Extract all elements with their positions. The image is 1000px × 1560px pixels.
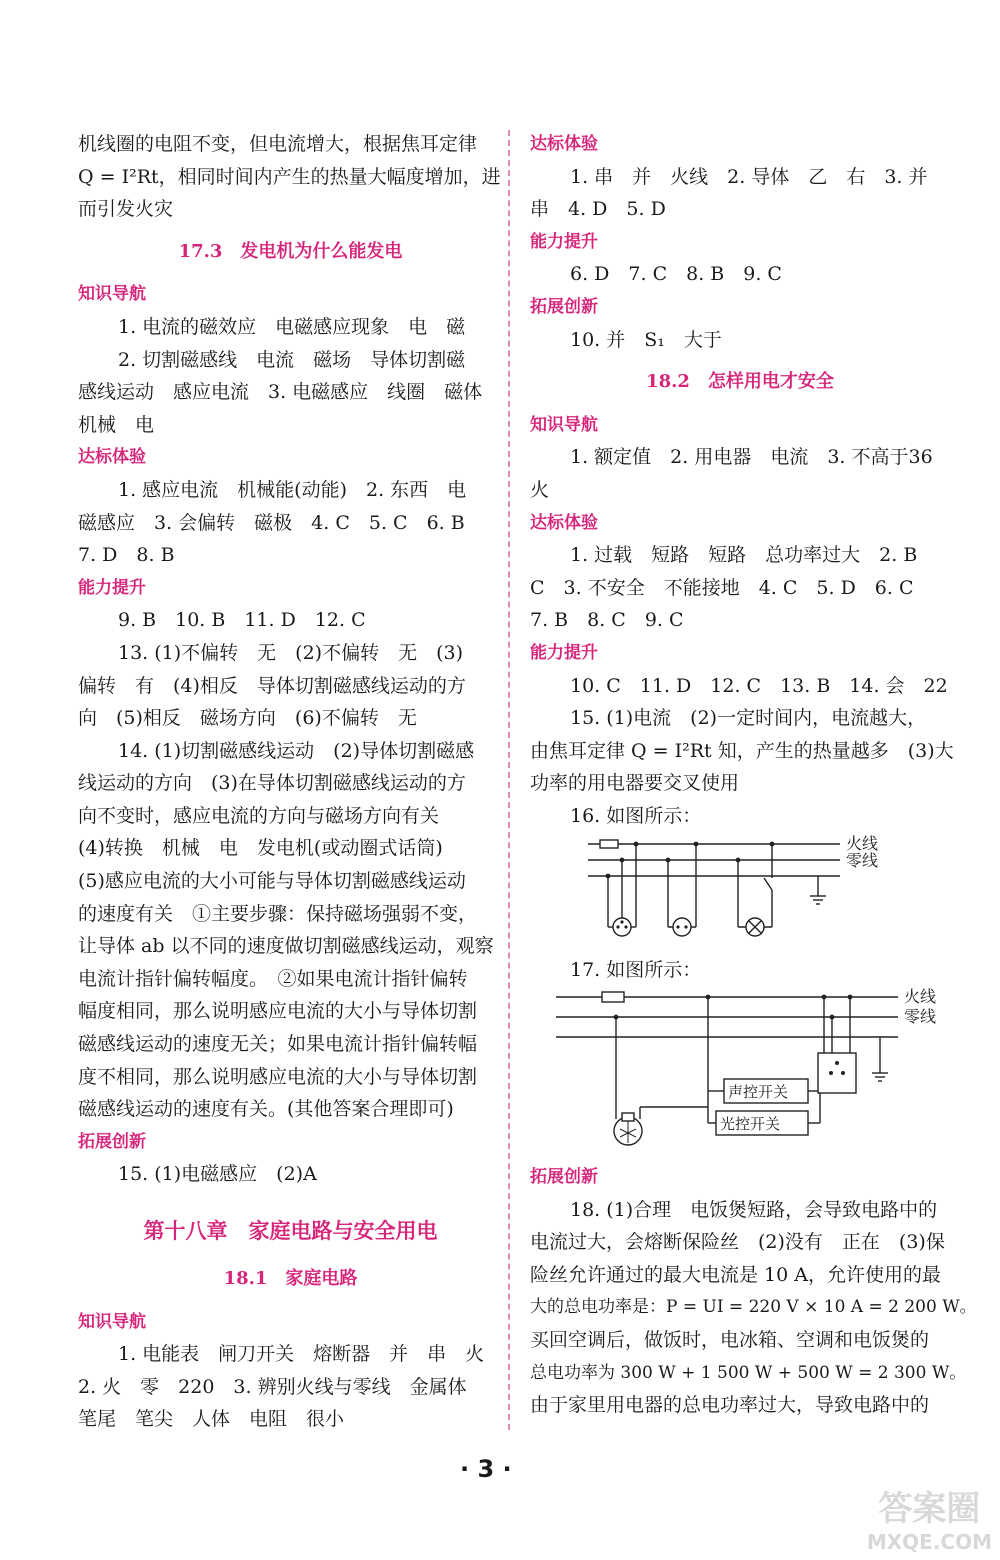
circuit-diagram-16 [578,832,908,950]
chapter-title: 第十八章 家庭电路与安全用电 [143,1218,438,1243]
page-number: · 3 · [460,1455,512,1483]
text-line: 大的总电功率是：P = UI = 220 V × 10 A = 2 200 W。 [530,1297,977,1318]
neutral-wire-label: 零线 [904,1007,937,1027]
text-line: 笔尾 笔尖 人体 电阻 很小 [78,1408,345,1431]
neutral-wire-label: 零线 [846,851,879,871]
heading-ability: 能力提升 [78,577,146,598]
heading-knowledge-nav: 知识导航 [78,1311,146,1332]
watermark-logo [867,1481,992,1554]
text-line: 1. 电流的磁效应 电磁感应现象 电 磁 [118,315,466,338]
text-line: 2. 火 零 220 3. 辨别火线与零线 金属体 [78,1375,467,1398]
light-switch-label: 光控开关 [720,1115,781,1134]
text-line: 13. (1)不偏转 无 (2)不偏转 无 (3) [118,641,463,664]
text-line: 磁感应 3. 会偏转 磁极 4. C 5. C 6. B [78,511,465,534]
section-title-18-2: 18.2 怎样用电才安全 [646,371,834,393]
text-line: (5)感应电流的大小可能与导体切割磁感线运动 [78,870,466,893]
heading-test: 达标体验 [530,134,598,154]
text-line: 险丝允许通过的最大电流是 10 A，允许使用的最 [530,1263,941,1286]
text-line: 磁感线运动的速度有关。(其他答案合理即可) [78,1098,454,1121]
text-line: 机械 电 [78,413,155,436]
text-line: 串 4. D 5. D [530,198,666,221]
text-line: 9. B 10. B 11. D 12. C [118,609,366,632]
text-line: 向 (5)相反 磁场方向 (6)不偏转 无 [78,707,417,730]
text-line: 机线圈的电阻不变，但电流增大，根据焦耳定律 [78,133,478,155]
text-line: 功率的用电器要交叉使用 [530,772,740,795]
circuit-diagram-17 [550,987,960,1157]
live-wire-label: 火线 [904,987,937,1007]
watermark-bottom: MXQE.COM [866,1530,992,1554]
text-line: 10. 并 S₁ 大于 [570,328,722,351]
text-line: Q = I²Rt，相同时间内产生的热量大幅度增加，进 [78,165,501,188]
live-wire-label: 火线 [846,834,879,854]
heading-knowledge-nav: 知识导航 [78,284,146,305]
text-line: 1. 串 并 火线 2. 导体 乙 右 3. 并 [570,165,928,188]
right-column [530,128,977,1422]
text-line: 感线运动 感应电流 3. 电磁感应 线圈 磁体 [78,381,483,404]
section-title-17-3: 17.3 发电机为什么能发电 [178,240,403,262]
heading-extension: 拓展创新 [78,1131,146,1152]
text-line: (4)转换 机械 电 发电机(或动圈式话筒) [78,837,443,860]
text-line: 7. D 8. B [78,544,175,567]
text-line: 2. 切割磁感线 电流 磁场 导体切割磁 [118,348,466,371]
text-line: 向不变时，感应电流的方向与磁场方向有关 [78,804,440,827]
heading-ability: 能力提升 [530,642,598,663]
heading-test: 达标体验 [530,512,598,533]
heading-extension: 拓展创新 [530,1167,598,1188]
sound-switch-label: 声控开关 [728,1083,789,1102]
heading-ability: 能力提升 [530,231,598,252]
heading-test: 达标体验 [78,447,146,468]
text-line: 1. 电能表 闸刀开关 熔断器 并 串 火 [118,1343,485,1366]
section-title-18-1: 18.1 家庭电路 [223,1268,358,1289]
text-line: 让导体 ab 以不同的速度做切割磁感线运动，观察 [78,935,494,958]
question-17: 17. 如图所示： [570,959,702,982]
text-line: 火 [530,478,550,501]
text-line: 幅度相同，那么说明感应电流的大小与导体切割 [78,1000,478,1023]
text-line: 1. 过载 短路 短路 总功率过大 2. B [570,544,918,567]
text-line: 7. B 8. C 9. C [530,609,684,632]
text-line: 买回空调后，做饭时，电冰箱、空调和电饭煲的 [530,1329,930,1352]
text-line: 线运动的方向 (3)在导体切割磁感线运动的方 [78,772,466,795]
column-divider [508,130,510,1430]
text-line: 的速度有关 ①主要步骤：保持磁场强弱不变， [78,902,478,925]
watermark-top: 答案圈 [878,1489,981,1529]
heading-knowledge-nav: 知识导航 [530,414,598,435]
text-line: 磁感线运动的速度无关；如果电流计指针偏转幅 [78,1033,478,1056]
text-line: 10. C 11. D 12. C 13. B 14. 会 22 [570,674,948,697]
text-line: 18. (1)合理 电饭煲短路，会导致电路中的 [570,1198,938,1221]
text-line: 由于家里用电器的总电功率过大，导致电路中的 [530,1394,930,1417]
text-line: 而引发火灾 [78,198,174,221]
text-line: 由焦耳定律 Q = I²Rt 知，产生的热量越多 (3)大 [530,739,954,762]
text-line: 15. (1)电流 (2)一定时间内，电流越大， [570,707,927,730]
text-line: 14. (1)切割磁感线运动 (2)导体切割磁感 [118,739,475,762]
text-line: 15. (1)电磁感应 (2)A [118,1163,317,1186]
text-line: 1. 感应电流 机械能(动能) 2. 东西 电 [118,478,467,501]
text-line: 度不相同，那么说明感应电流的大小与导体切割 [78,1065,478,1088]
text-line: 6. D 7. C 8. B 9. C [570,263,782,286]
text-line: 偏转 有 (4)相反 导体切割磁感线运动的方 [78,674,466,697]
text-line: 电流过大，会熔断保险丝 (2)没有 正在 (3)保 [530,1231,945,1254]
text-line: 电流计指针偏转幅度。 ②如果电流计指针偏转 [78,967,468,990]
text-line: 1. 额定值 2. 用电器 电流 3. 不高于36 [570,446,933,469]
text-line: C 3. 不安全 不能接地 4. C 5. D 6. C [530,576,914,599]
left-column [78,128,503,1436]
question-16: 16. 如图所示： [570,804,702,827]
text-line: 总电功率为 300 W + 1 500 W + 500 W = 2 300 W。 [530,1362,967,1383]
heading-extension: 拓展创新 [530,296,598,317]
